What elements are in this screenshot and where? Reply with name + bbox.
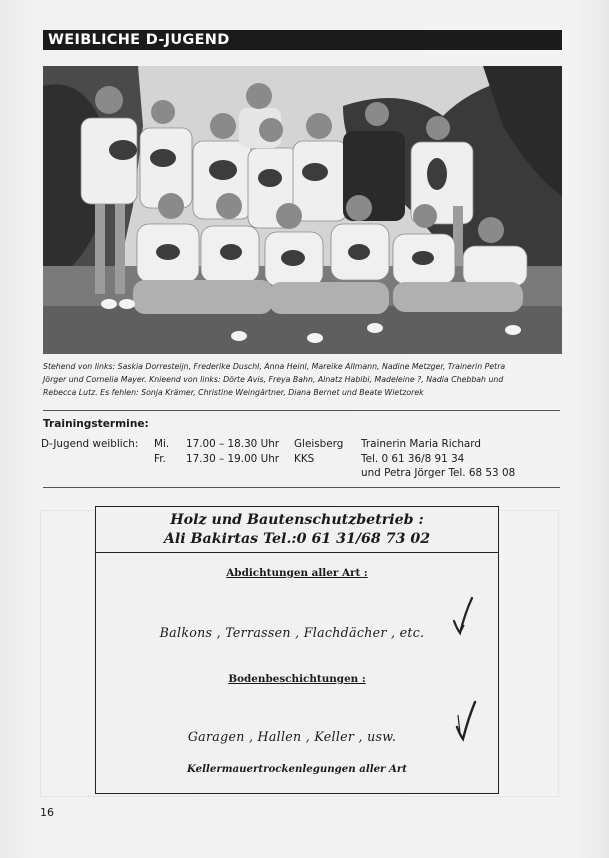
ad-items-floor: Garagen , Hallen , Keller , usw. bbox=[187, 729, 397, 744]
divider-bottom bbox=[43, 487, 560, 488]
training-time: 17.00 – 18.30 Uhr bbox=[186, 438, 280, 450]
ad-heading-floor: Bodenbeschichtungen : bbox=[228, 673, 366, 685]
training-group: D-Jugend weiblich: bbox=[41, 438, 139, 450]
divider-top bbox=[43, 410, 560, 411]
caption-line: Stehend von links: Saskia Dorresteijn, Frederike Duschl, Anna Heinl, Mareike Allmann, Nadine Metzger, Trainerin Petra bbox=[43, 362, 506, 371]
ad-owner-phone: Ali Bakirtas Tel.:0 61 31/68 73 02 bbox=[163, 531, 431, 547]
contact-line: Trainerin Maria Richard bbox=[361, 438, 481, 450]
checkmark-icon bbox=[454, 699, 478, 743]
training-time: 17.30 – 19.00 Uhr bbox=[186, 452, 280, 465]
training-days bbox=[154, 437, 169, 466]
ad-company: Holz und Bautenschutzbetrieb : bbox=[170, 512, 424, 528]
ad-heading-sealing: Abdichtungen aller Art : bbox=[226, 567, 368, 579]
ad-items-sealing: Balkons , Terrassen , Flachdächer , etc. bbox=[159, 625, 425, 640]
training-contact bbox=[361, 437, 515, 481]
training-place: Gleisberg bbox=[294, 438, 344, 450]
contact-line: und Petra Jörger Tel. 68 53 08 bbox=[361, 467, 516, 480]
caption-line: Jörger und Cornelia Mayer. Knieend von links: Dörte Avis, Freya Bahn, Alnatz Habibi, Madeleine ?, Nadia Chebbah und bbox=[43, 375, 504, 385]
contact-line: Tel. 0 61 36/8 91 34 bbox=[361, 452, 465, 465]
training-title: Trainingstermine: bbox=[43, 418, 149, 430]
checkmark-icon bbox=[451, 595, 475, 637]
caption-line: Rebecca Lutz. Es fehlen: Sonja Krämer, Christine Weingärtner, Diana Bernet und Beate Wietzorek bbox=[43, 388, 424, 398]
team-photo bbox=[43, 66, 562, 354]
ad-footer: Kellermauertrockenlegungen aller Art bbox=[187, 763, 407, 775]
page-number: 16 bbox=[40, 806, 54, 819]
training-places bbox=[294, 437, 343, 466]
team-photo-illustration bbox=[43, 66, 562, 354]
training-times bbox=[186, 437, 279, 466]
training-day: Mi. bbox=[154, 438, 170, 450]
advertisement bbox=[95, 506, 499, 794]
training-place: KKS bbox=[294, 452, 315, 465]
section-title: WEIBLICHE D-JUGEND bbox=[43, 30, 562, 50]
ad-header bbox=[96, 507, 498, 553]
photo-caption bbox=[43, 360, 565, 400]
training-day: Fr. bbox=[154, 452, 166, 465]
